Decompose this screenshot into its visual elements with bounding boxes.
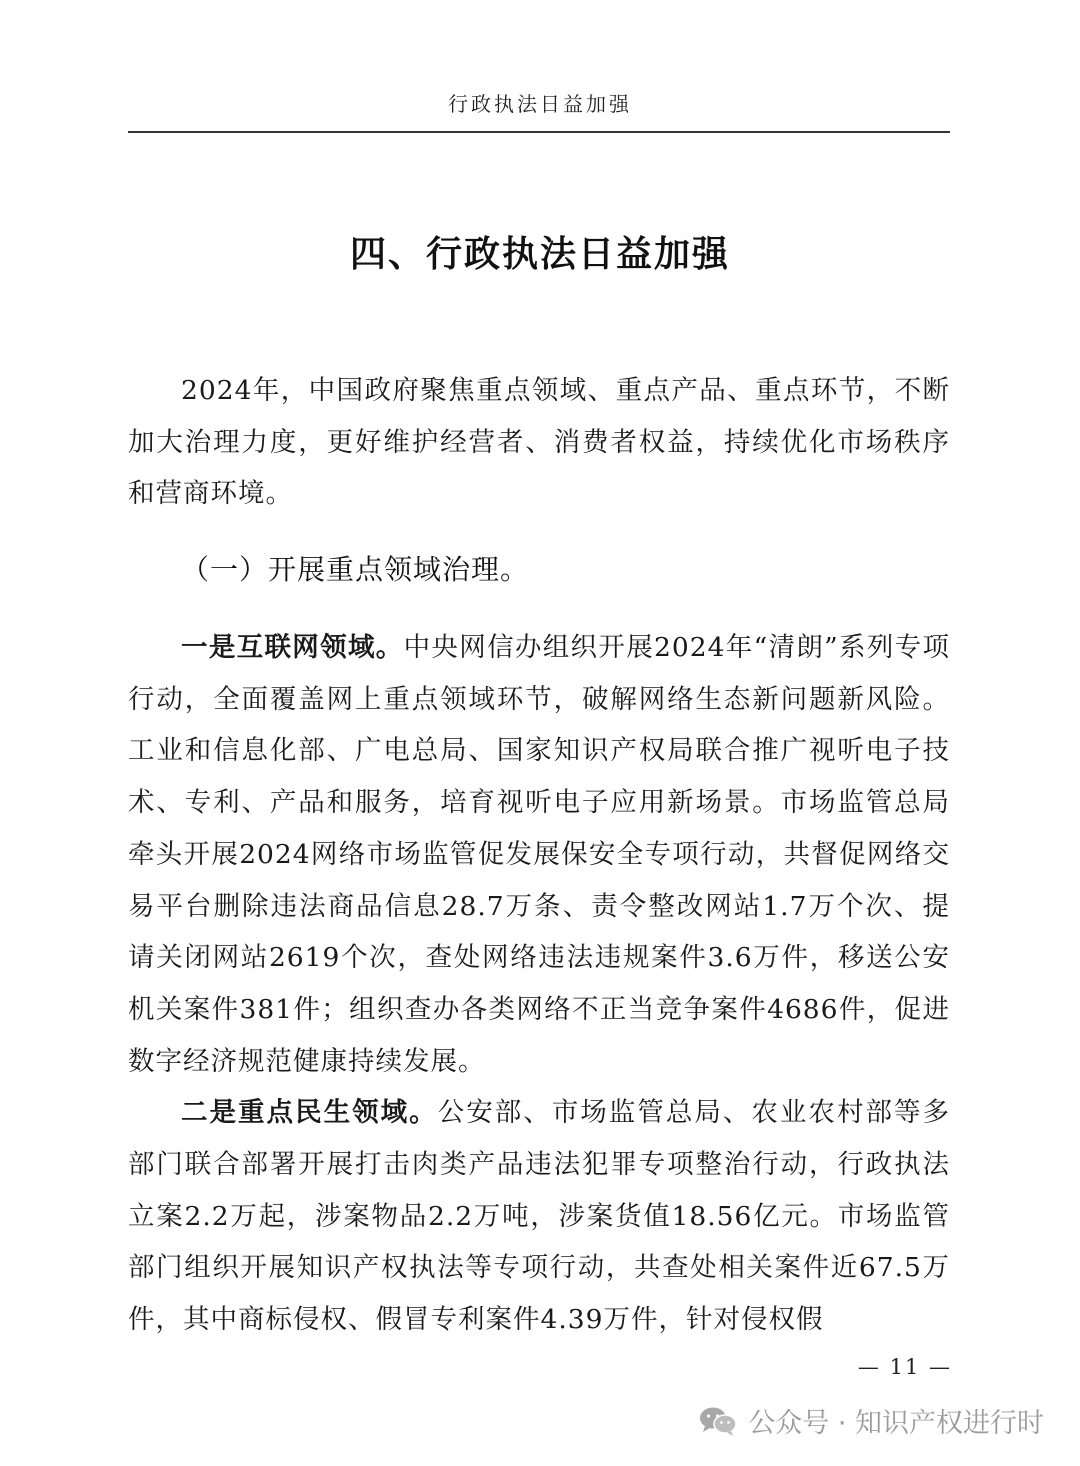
- header-divider: [128, 131, 950, 133]
- paragraph-text: 公安部、市场监管总局、农业农村部等多部门联合部署开展打击肉类产品违法犯罪专项整治行动，行政执法立案2.2万起，涉案物品2.2万吨，涉案货值18.56亿元。市场监管部门组织开展知识产权执法等专项行动，共查处相关案件近67.5万件，其中商标侵权、假冒专利案件4.39万件，针对侵权假: [128, 1097, 951, 1336]
- paragraph-lead: 二是重点民生领域。: [181, 1097, 438, 1129]
- page-number: — 11 —: [857, 1355, 952, 1379]
- paragraph-lead: 一是互联网领域。: [181, 632, 404, 663]
- body-section: [128, 622, 950, 1346]
- watermark: [698, 1401, 1044, 1440]
- intro-paragraph: 2024年，中国政府聚焦重点领域、重点产品、重点环节，不断加大治理力度，更好维护经营者、消费者权益，持续优化市场秩序和营商环境。: [128, 375, 950, 510]
- subsection-heading: （一）开展重点领域治理。: [181, 553, 530, 586]
- paragraph-text: 中央网信办组织开展2024年“清朗”系列专项行动，全面覆盖网上重点领域环节，破解网络生态新问题新风险。工业和信息化部、广电总局、国家知识产权局联合推广视听电子技术、专利、产品和服务，培育视听电子应用新场景。市场监管总局牵头开展2024网络市场监管促发展保安全专项行动，共督促网络交易平台删除违法商品信息28.7万条、责令整改网站1.7万个次、提请关闭网站2619个次，查处网络违法违规案件3.6万件，移送公安机关案件381件；组织查办各类网络不正当竞争案件4686件，促进数字经济规范健康持续发展。: [128, 632, 950, 1077]
- section-title: 四、行政执法日益加强: [349, 233, 730, 275]
- wechat-icon: [698, 1405, 738, 1437]
- running-header: 行政执法日益加强: [448, 92, 632, 116]
- paragraph-livelihood: [128, 1087, 950, 1346]
- watermark-text: 公众号 · 知识产权进行时: [748, 1408, 1044, 1439]
- paragraph-internet: [128, 622, 950, 1087]
